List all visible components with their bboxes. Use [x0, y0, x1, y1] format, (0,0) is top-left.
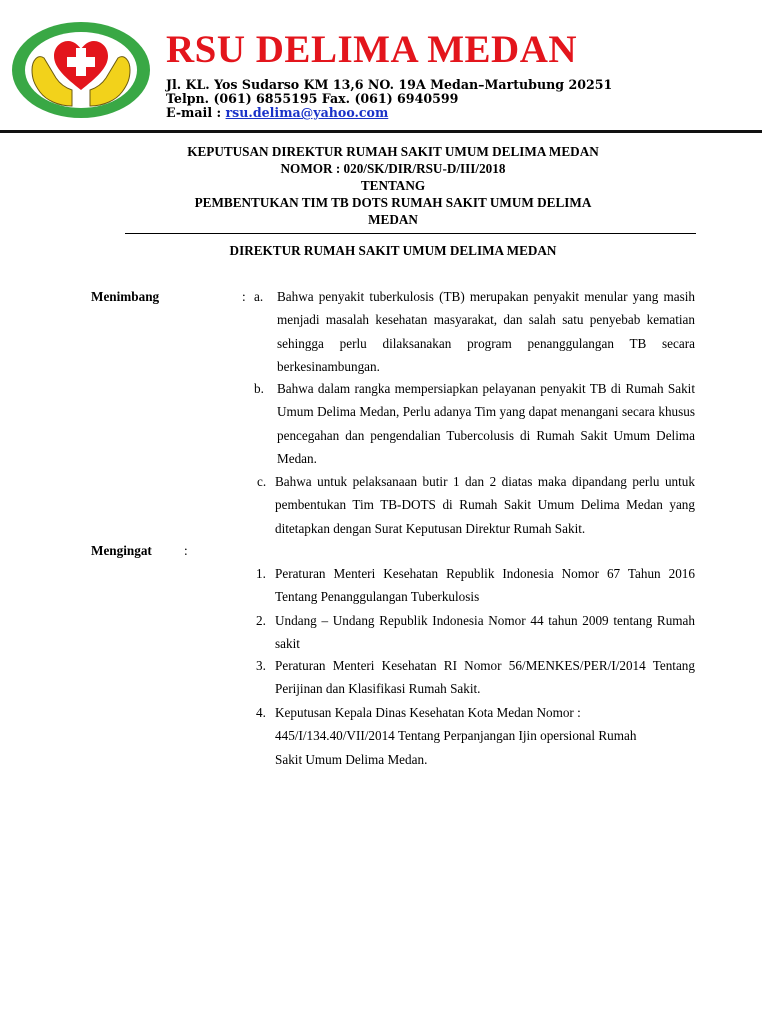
hospital-logo-icon	[10, 20, 152, 120]
hospital-name: RSU DELIMA MEDAN	[166, 28, 578, 71]
mengingat-item-4-line: Keputusan Kepala Dinas Kesehatan Kota Medan Nomor :	[275, 705, 581, 720]
email-label: E-mail :	[166, 105, 226, 120]
hospital-phone: Telpn. (061) 6855195 Fax. (061) 6940599	[166, 91, 459, 106]
letterhead-divider	[0, 130, 762, 133]
mengingat-item-1: Peraturan Menteri Kesehatan Republik Indonesia Nomor 67 Tahun 2016 Tentang Penanggulangan Tuberkulosis	[275, 566, 695, 605]
hospital-address: Jl. KL. Yos Sudarso KM 13,6 NO. 19A Medan–Martubung 20251	[166, 77, 613, 92]
decree-subject-cont: MEDAN	[368, 212, 418, 227]
menimbang-marker-b: b.	[254, 381, 264, 396]
menimbang-item-b: Bahwa dalam rangka mempersiapkan pelayanan penyakit TB di Rumah Sakit Umum Delima Medan, Perlu adanya Tim yang dapat menangani secara khusus pencegahan dan pengendalian Tubercolusis di Rumah Sakit Umum Delima Medan.	[277, 381, 695, 466]
menimbang-label: Menimbang	[91, 289, 160, 304]
decree-title	[90, 143, 696, 228]
mengingat-item-3: Peraturan Menteri Kesehatan RI Nomor 56/MENKES/PER/I/2014 Tentang Perijinan dan Klasifikasi Rumah Sakit.	[275, 658, 695, 697]
mengingat-item-2: Undang – Undang Republik Indonesia Nomor 44 tahun 2009 tentang Rumah sakit	[275, 613, 695, 652]
mengingat-colon: :	[184, 543, 188, 558]
menimbang-item-a: Bahwa penyakit tuberkulosis (TB) merupakan penyakit menular yang masih menjadi masalah kesehatan masyarakat, dan salah satu penyebab kematian sehingga perlu dilaksanakan program penanggulangan TB secara berkesinambungan.	[277, 289, 695, 374]
decree-number: NOMOR : 020/SK/DIR/RSU-D/III/2018	[280, 161, 506, 176]
mengingat-item-4-line: Sakit Umum Delima Medan.	[275, 751, 428, 767]
mengingat-marker-1: 1.	[256, 566, 266, 581]
hospital-email-line	[166, 105, 388, 120]
decree-title-line: KEPUTUSAN DIREKTUR RUMAH SAKIT UMUM DELIMA MEDAN	[187, 144, 599, 159]
letterhead	[0, 0, 768, 140]
decree-subject: PEMBENTUKAN TIM TB DOTS RUMAH SAKIT UMUM DELIMA	[194, 195, 592, 210]
mengingat-item-4	[275, 701, 695, 771]
menimbang-colon: :	[242, 289, 246, 304]
mengingat-item-4-line: 445/I/134.40/VII/2014 Tentang Perpanjangan Ijin opersional Rumah	[275, 728, 637, 744]
decree-tentang: TENTANG	[360, 178, 426, 193]
mengingat-marker-4: 4.	[256, 705, 266, 720]
title-divider	[125, 233, 696, 234]
mengingat-label: Mengingat	[91, 543, 152, 558]
director-heading: DIREKTUR RUMAH SAKIT UMUM DELIMA MEDAN	[229, 243, 557, 258]
mengingat-marker-3: 3.	[256, 658, 266, 673]
menimbang-marker-c: c.	[257, 474, 267, 489]
email-link[interactable]: rsu.delima@yahoo.com	[225, 105, 389, 120]
mengingat-marker-2: 2.	[256, 613, 266, 628]
menimbang-marker-a: a.	[254, 289, 264, 304]
menimbang-item-c: Bahwa untuk pelaksanaan butir 1 dan 2 diatas maka dipandang perlu untuk pembentukan Tim TB-DOTS di Rumah Sakit Umum Delima Medan yang ditetapkan dengan Surat Keputusan Direktur Rumah Sakit.	[275, 474, 695, 536]
